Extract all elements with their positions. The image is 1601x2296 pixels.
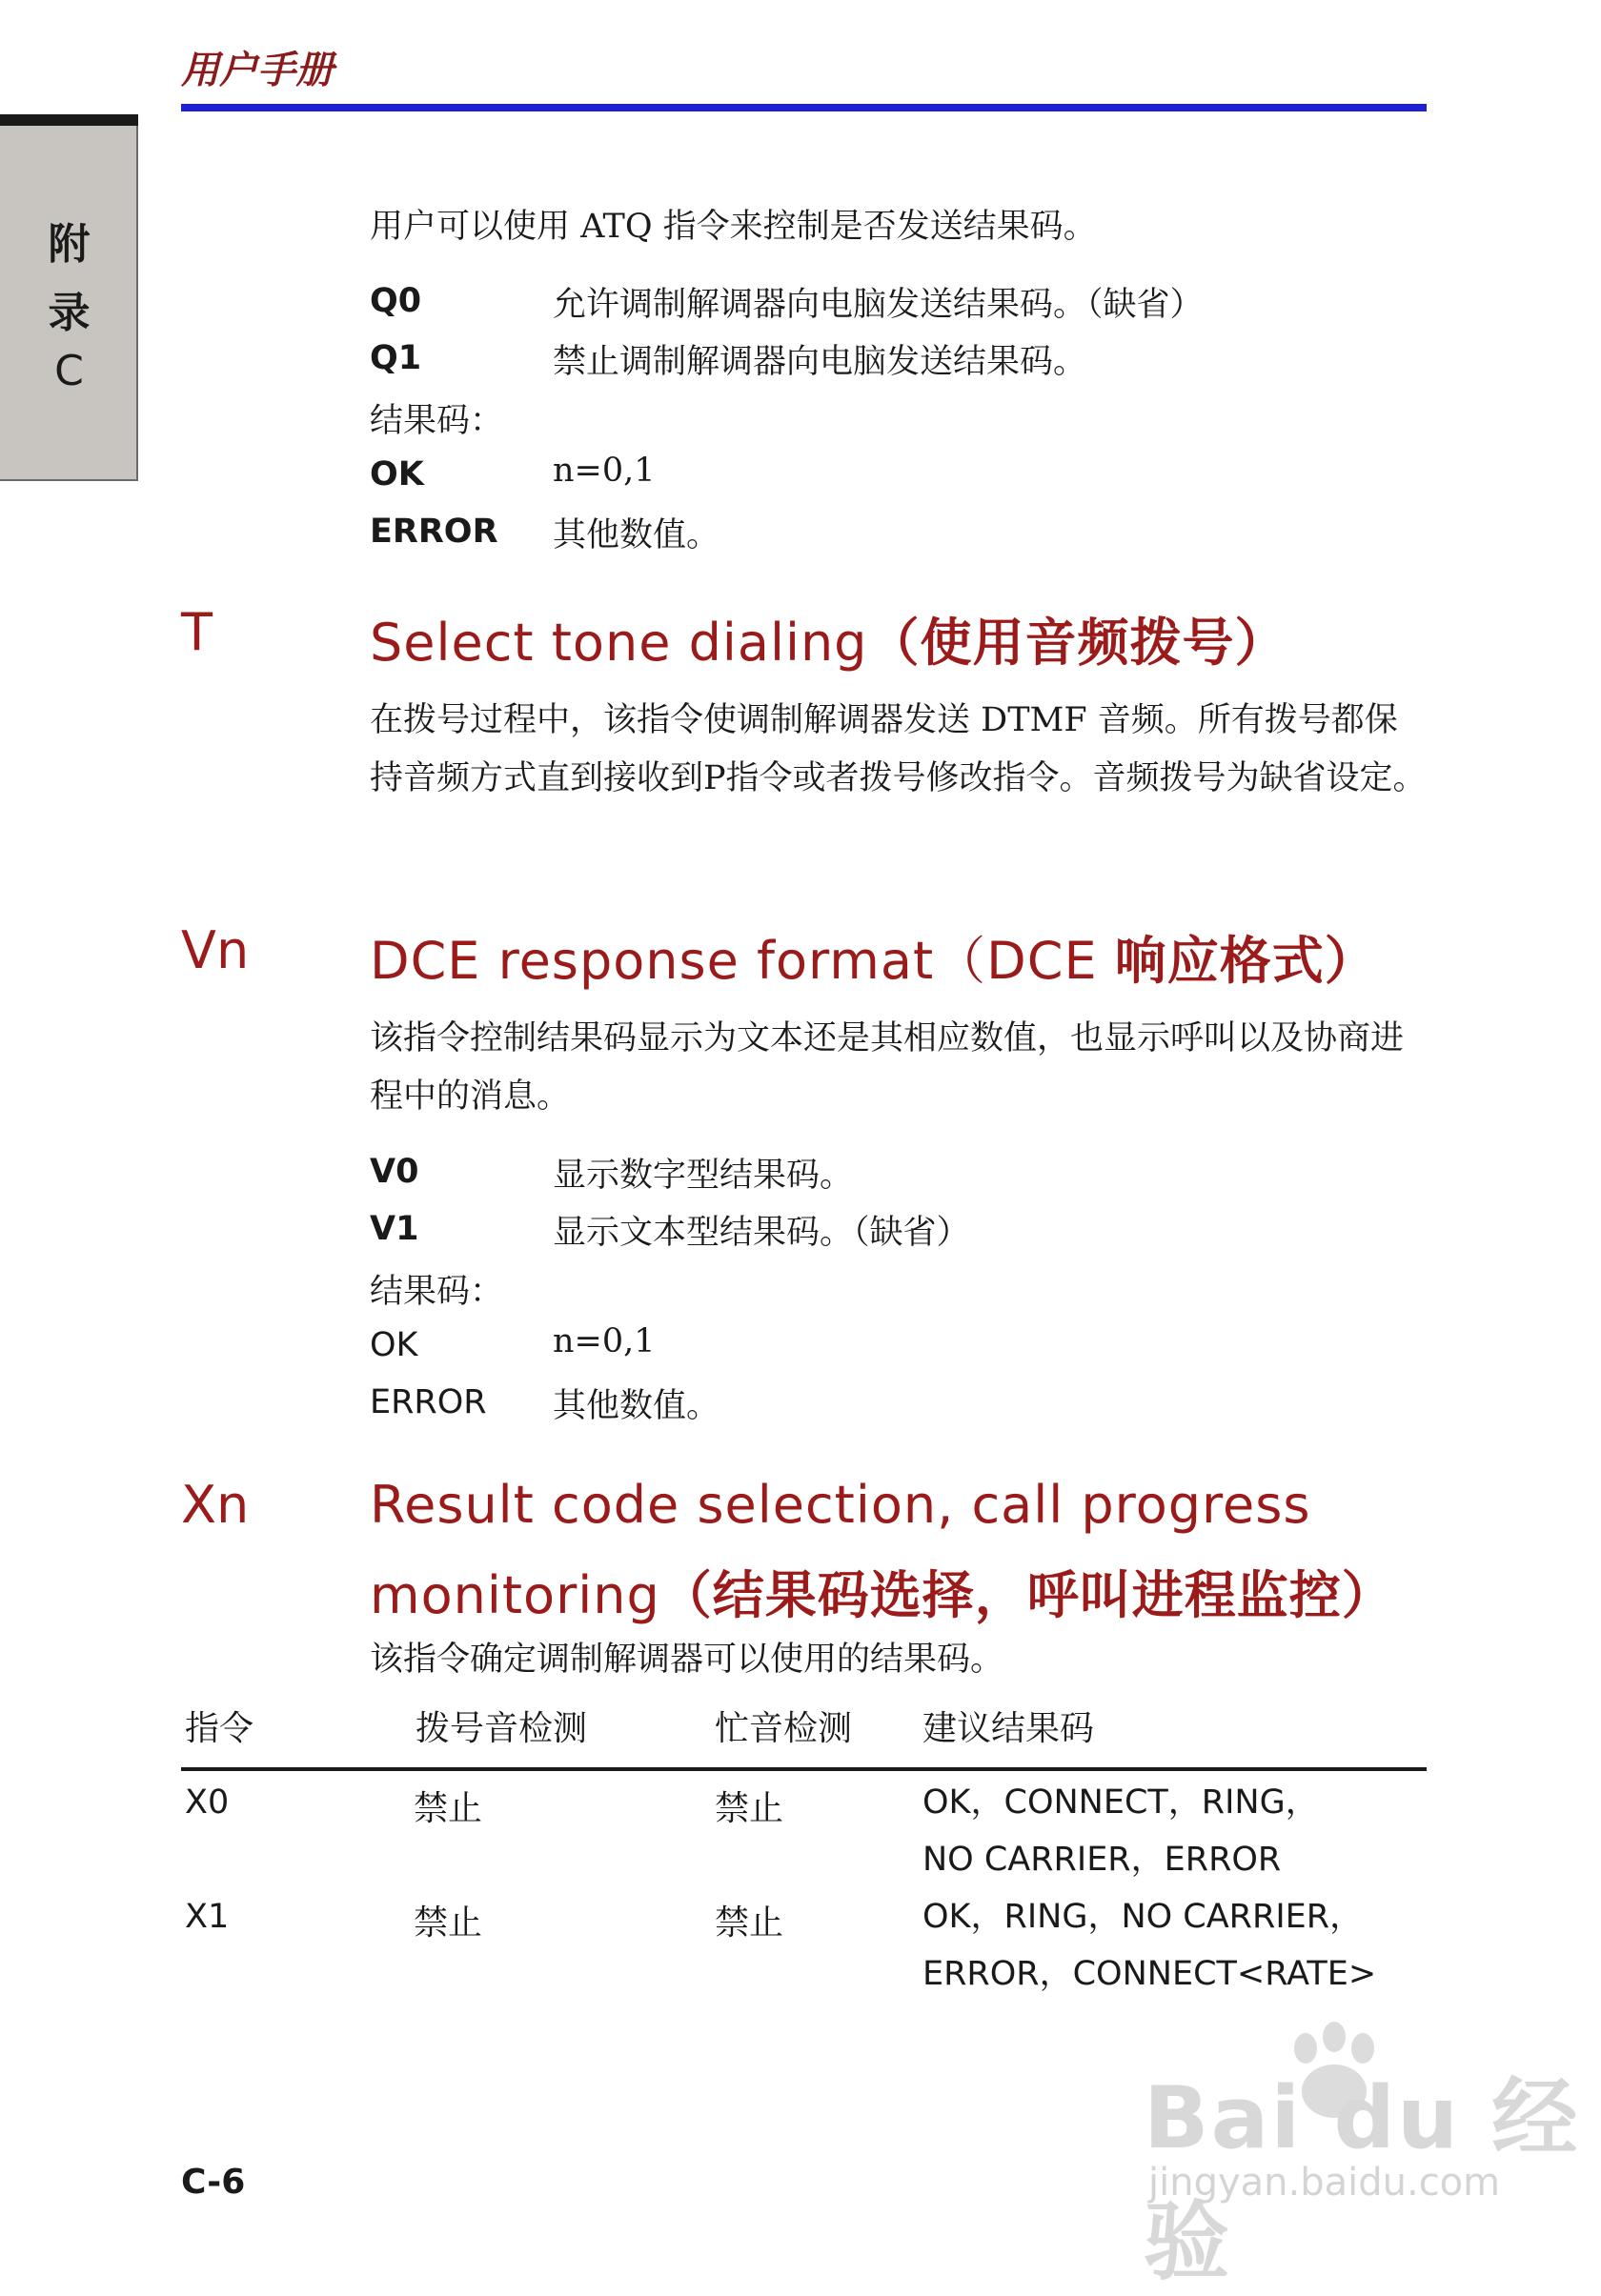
page-number: C-6 <box>181 2163 246 2202</box>
section-xn-paragraph: 该指令确定调制解调器可以使用的结果码。 <box>370 1641 1004 1679</box>
section-t-paragraph: 在拨号过程中，该指令使调制解调器发送 DTMF 音频。所有拨号都保持音频方式直到接收到P指令或者拨号修改指令。音频拨号为缺省设定。 <box>370 701 1427 797</box>
q1-term: Q1 <box>370 339 422 377</box>
table-row-x1-busy: 禁止 <box>715 1903 784 1943</box>
table-row-x0-result-line1: OK，CONNECT，RING， <box>922 1783 1319 1822</box>
v0-term: V0 <box>370 1153 419 1191</box>
q0-term: Q0 <box>370 282 422 320</box>
table-header-dial-tone: 拨号音检测 <box>415 1709 588 1748</box>
side-tab-char-2: 录 <box>48 289 91 337</box>
table-row-x0-dial: 禁止 <box>414 1789 483 1828</box>
vn-error-description: 其他数值。 <box>553 1387 720 1425</box>
side-tab-char-3: C <box>54 347 84 395</box>
vn-ok-description: n=0,1 <box>553 1322 656 1360</box>
q1-description: 禁止调制解调器向电脑发送结果码。 <box>553 343 1087 381</box>
intro-paragraph: 用户可以使用 ATQ 指令来控制是否发送结果码。 <box>370 208 1097 246</box>
v0-description: 显示数字型结果码。 <box>553 1157 854 1195</box>
table-row-x1-result-line2: ERROR，CONNECT<RATE> <box>922 1955 1377 1993</box>
table-header-busy-tone: 忙音检测 <box>715 1709 853 1748</box>
error-term: ERROR <box>370 513 498 551</box>
section-title-t-cn: （使用音频拨号） <box>867 613 1287 673</box>
vn-result-code-label: 结果码： <box>370 1273 504 1311</box>
side-tab-top-bar <box>0 114 138 126</box>
table-row-x1-command: X1 <box>185 1898 230 1936</box>
section-title-xn-en: monitoring <box>370 1565 660 1625</box>
header-rule <box>181 104 1427 111</box>
q0-description: 允许调制解调器向电脑发送结果码。（缺省） <box>553 286 1204 324</box>
error-description: 其他数值。 <box>553 516 720 554</box>
result-code-label: 结果码： <box>370 402 504 440</box>
table-row-x1-dial: 禁止 <box>414 1903 483 1943</box>
table-row-x0-command: X0 <box>185 1783 230 1822</box>
vn-error-term: ERROR <box>370 1383 487 1421</box>
v1-description: 显示文本型结果码。（缺省） <box>553 1214 970 1252</box>
section-code-t: T <box>181 602 213 662</box>
section-title-t <box>370 602 1287 675</box>
table-row-x0-busy: 禁止 <box>715 1789 784 1828</box>
v1-term: V1 <box>370 1210 419 1248</box>
ok-term: OK <box>370 455 424 493</box>
baidu-watermark-logo: Bai du 经验 <box>1144 2068 1580 2292</box>
section-title-t-en: Select tone dialing <box>370 613 868 673</box>
baidu-watermark-url: jingyan.baidu.com <box>1148 2161 1501 2205</box>
table-header-command: 指令 <box>185 1709 254 1748</box>
table-header-result-codes: 建议结果码 <box>922 1709 1095 1748</box>
vn-ok-term: OK <box>370 1326 418 1364</box>
table-row-x0-result-line2: NO CARRIER，ERROR <box>922 1841 1282 1879</box>
section-title-vn-cn: 响应格式） <box>1114 931 1377 991</box>
section-vn-paragraph: 该指令控制结果码显示为文本还是其相应数值，也显示呼叫以及协商进程中的消息。 <box>370 1019 1405 1116</box>
manual-title: 用户手册 <box>181 49 334 92</box>
section-title-xn-cn: （结果码选择，呼叫进程监控） <box>659 1565 1394 1625</box>
ok-description: n=0,1 <box>553 452 656 490</box>
section-title-vn-en: DCE response format（DCE <box>370 931 1098 991</box>
section-title-xn-line1: Result code selection, call progress <box>370 1475 1311 1535</box>
table-header-rule <box>181 1767 1427 1771</box>
table-row-x1-result-line1: OK，RING，NO CARRIER， <box>922 1898 1364 1936</box>
section-title-xn-line2 <box>370 1555 1394 1628</box>
section-code-xn: Xn <box>181 1475 250 1535</box>
side-tab-char-1: 附 <box>48 220 91 269</box>
section-code-vn: Vn <box>181 920 250 980</box>
section-title-vn <box>370 920 1377 994</box>
